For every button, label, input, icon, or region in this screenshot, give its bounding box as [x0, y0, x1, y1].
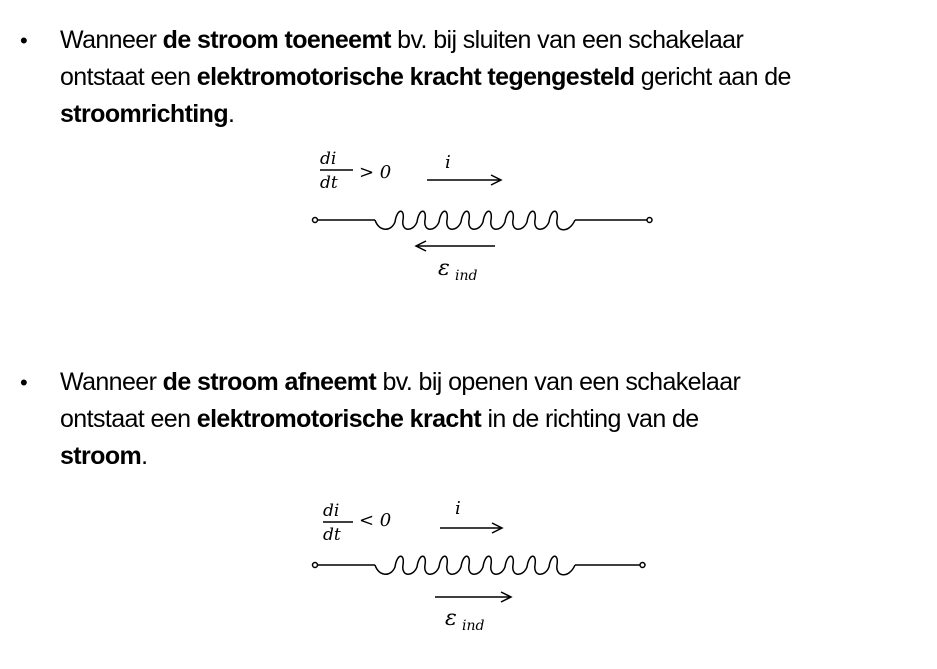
inductor-diagram-decreasing: [305, 490, 665, 640]
bold-phrase: elektromotorische kracht tegengesteld: [196, 63, 635, 91]
emf-arrow-left-icon: [416, 241, 495, 284]
svg-text:di: di: [323, 501, 340, 521]
svg-text:dt: dt: [323, 525, 341, 545]
svg-text:< 0: < 0: [359, 510, 392, 531]
text-line-1: Wanneer de stroom afneemt bv. bij openen van een schakelaar: [60, 368, 741, 396]
inductor-coil-icon: [313, 556, 646, 575]
bullet-text: [60, 22, 930, 133]
svg-text:di: di: [320, 149, 337, 169]
bold-phrase: elektromotorische kracht: [196, 405, 482, 433]
emf-arrow-right-icon: [435, 592, 511, 634]
bullet-symbol: •: [20, 28, 28, 53]
bold-phrase: de stroom afneemt: [162, 368, 377, 396]
coil-diagram-svg: [305, 490, 665, 640]
derivative-condition: [323, 501, 391, 545]
svg-text:i: i: [445, 152, 451, 173]
bullet-text: [60, 364, 930, 475]
svg-text:i: i: [455, 498, 461, 519]
coil-diagram-svg: [305, 140, 665, 290]
text-line-2: ontstaat een elektromotorische kracht tegengesteld gericht aan de: [60, 63, 791, 91]
text-line-3: stroomrichting.: [60, 100, 235, 128]
svg-text:ε: ε: [438, 256, 450, 281]
svg-text:> 0: > 0: [359, 162, 392, 183]
bold-phrase: de stroom toeneemt: [162, 26, 391, 54]
inductor-diagram-increasing: [305, 140, 665, 290]
text-line-1: Wanneer de stroom toeneemt bv. bij sluiten van een schakelaar: [60, 26, 744, 54]
bold-phrase: stroomrichting: [60, 100, 228, 128]
text-line-2: ontstaat een elektromotorische kracht in de richting van de: [60, 405, 699, 433]
svg-text:dt: dt: [320, 173, 338, 193]
bold-phrase: stroom: [60, 442, 142, 470]
text-line-3: stroom.: [60, 442, 148, 470]
svg-text:ind: ind: [462, 618, 485, 634]
current-arrow-icon: [427, 152, 501, 185]
svg-text:ind: ind: [455, 268, 478, 284]
current-arrow-icon: [440, 498, 502, 533]
derivative-condition: [320, 149, 391, 193]
inductor-coil-icon: [313, 211, 653, 230]
bullet-symbol: •: [20, 370, 28, 395]
svg-text:ε: ε: [445, 606, 457, 631]
